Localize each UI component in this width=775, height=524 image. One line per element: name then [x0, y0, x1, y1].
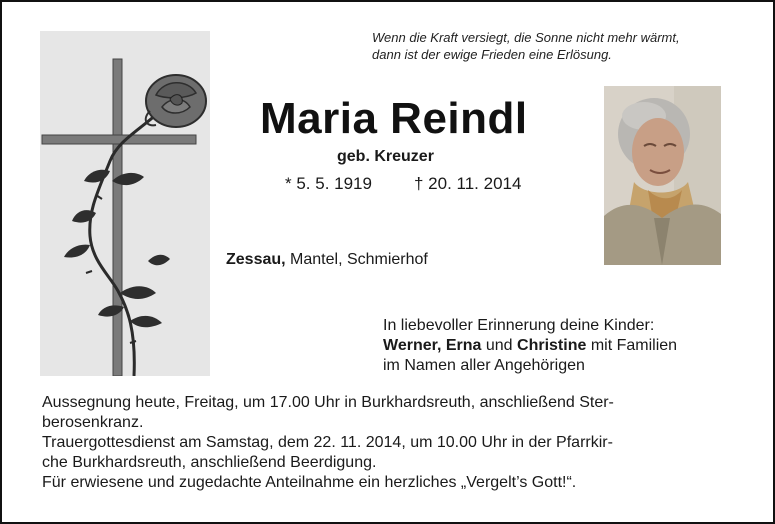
quote-line-2: dann ist der ewige Frieden eine Erlösung. — [372, 47, 612, 62]
memorial-quote — [372, 29, 762, 63]
details-line-4: che Burkhardsreuth, anschließend Beerdigung. — [42, 454, 377, 471]
death-date: † 20. 11. 2014 — [414, 174, 522, 193]
and-word: und — [481, 337, 518, 354]
child-christine: Christine — [517, 337, 587, 354]
memory-block — [383, 316, 677, 376]
funeral-details — [42, 393, 742, 493]
details-line-2: berosenkranz. — [42, 414, 144, 431]
memory-line-1: In liebevoller Erinnerung deine Kinder: — [383, 317, 655, 334]
portrait-photo — [604, 86, 721, 265]
memory-line-3: im Namen aller Angehörigen — [383, 357, 585, 374]
birth-date: * 5. 5. 1919 — [285, 174, 372, 193]
child-werner: Werner, — [383, 337, 442, 354]
details-line-1: Aussegnung heute, Freitag, um 17.00 Uhr in Burkhardsreuth, anschließend Ster- — [42, 394, 614, 411]
portrait-illustration — [604, 86, 721, 265]
rose-flower — [146, 75, 206, 127]
maiden-name: geb. Kreuzer — [337, 148, 434, 165]
place-primary: Zessau, — [226, 251, 286, 268]
deceased-name: Maria Reindl — [260, 94, 528, 143]
cross-rose-illustration — [40, 31, 210, 376]
cross-with-rose-image — [40, 31, 210, 376]
details-line-5: Für erwiesene und zugedachte Anteilnahme ein herzliches „Vergelt’s Gott!“. — [42, 474, 577, 491]
quote-line-1: Wenn die Kraft versiegt, die Sonne nicht mehr wärmt, — [372, 30, 680, 45]
memory-line-2 — [383, 336, 677, 356]
details-line-3: Trauergottesdienst am Samstag, dem 22. 11. 2014, um 10.00 Uhr in der Pfarrkir- — [42, 434, 613, 451]
places — [226, 251, 428, 269]
child-erna: Erna — [445, 337, 482, 354]
place-others: Mantel, Schmierhof — [285, 251, 428, 268]
with-families: mit Familien — [586, 337, 678, 354]
